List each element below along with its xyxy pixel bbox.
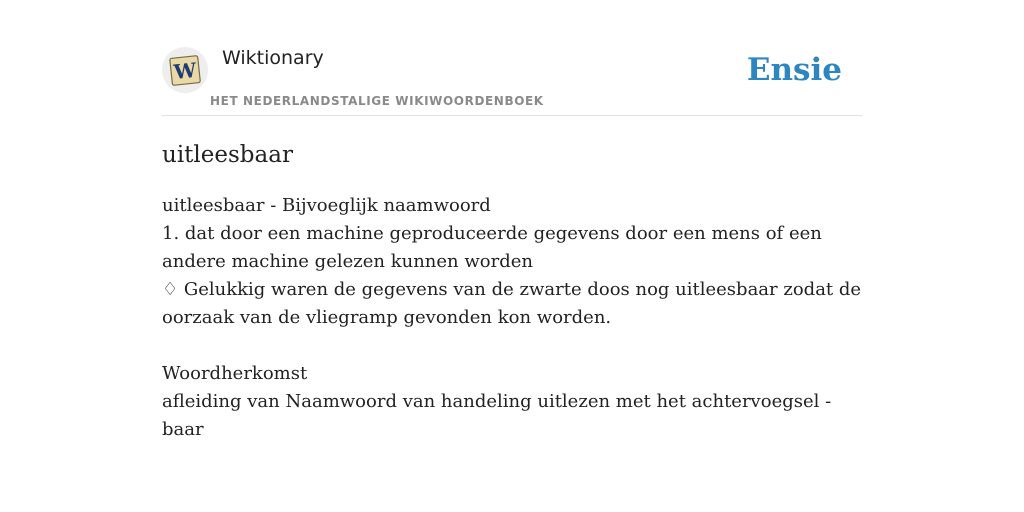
- wiktionary-logo-icon[interactable]: [162, 47, 208, 93]
- wiktionary-logo-tile: [168, 53, 202, 87]
- site-subtitle: HET NEDERLANDSTALIGE WIKIWOORDENBOEK: [210, 94, 544, 108]
- definition: 1. dat door een machine geproduceerde gegevens door een mens of een andere machine gelezen kunnen worden: [162, 223, 822, 272]
- logo-letter: W: [172, 57, 198, 85]
- example-sentence: ♢ Gelukkig waren de gegevens van de zwarte doos nog uitleesbaar zodat de oorzaak van de vliegramp gevonden kon worden.: [162, 279, 862, 328]
- site-header: [162, 40, 862, 116]
- spacer: [162, 332, 862, 360]
- page-title: uitleesbaar: [162, 142, 293, 168]
- entry-content: [162, 192, 862, 444]
- part-of-speech-line: uitleesbaar - Bijvoeglijk naamwoord: [162, 195, 491, 216]
- brand-logo[interactable]: Ensie: [746, 52, 842, 88]
- site-name[interactable]: Wiktionary: [222, 47, 324, 69]
- etymology-heading: Woordherkomst: [162, 363, 308, 384]
- etymology-text: afleiding van Naamwoord van handeling uitlezen met het achtervoegsel -baar: [162, 391, 832, 440]
- entry-card: [162, 40, 862, 444]
